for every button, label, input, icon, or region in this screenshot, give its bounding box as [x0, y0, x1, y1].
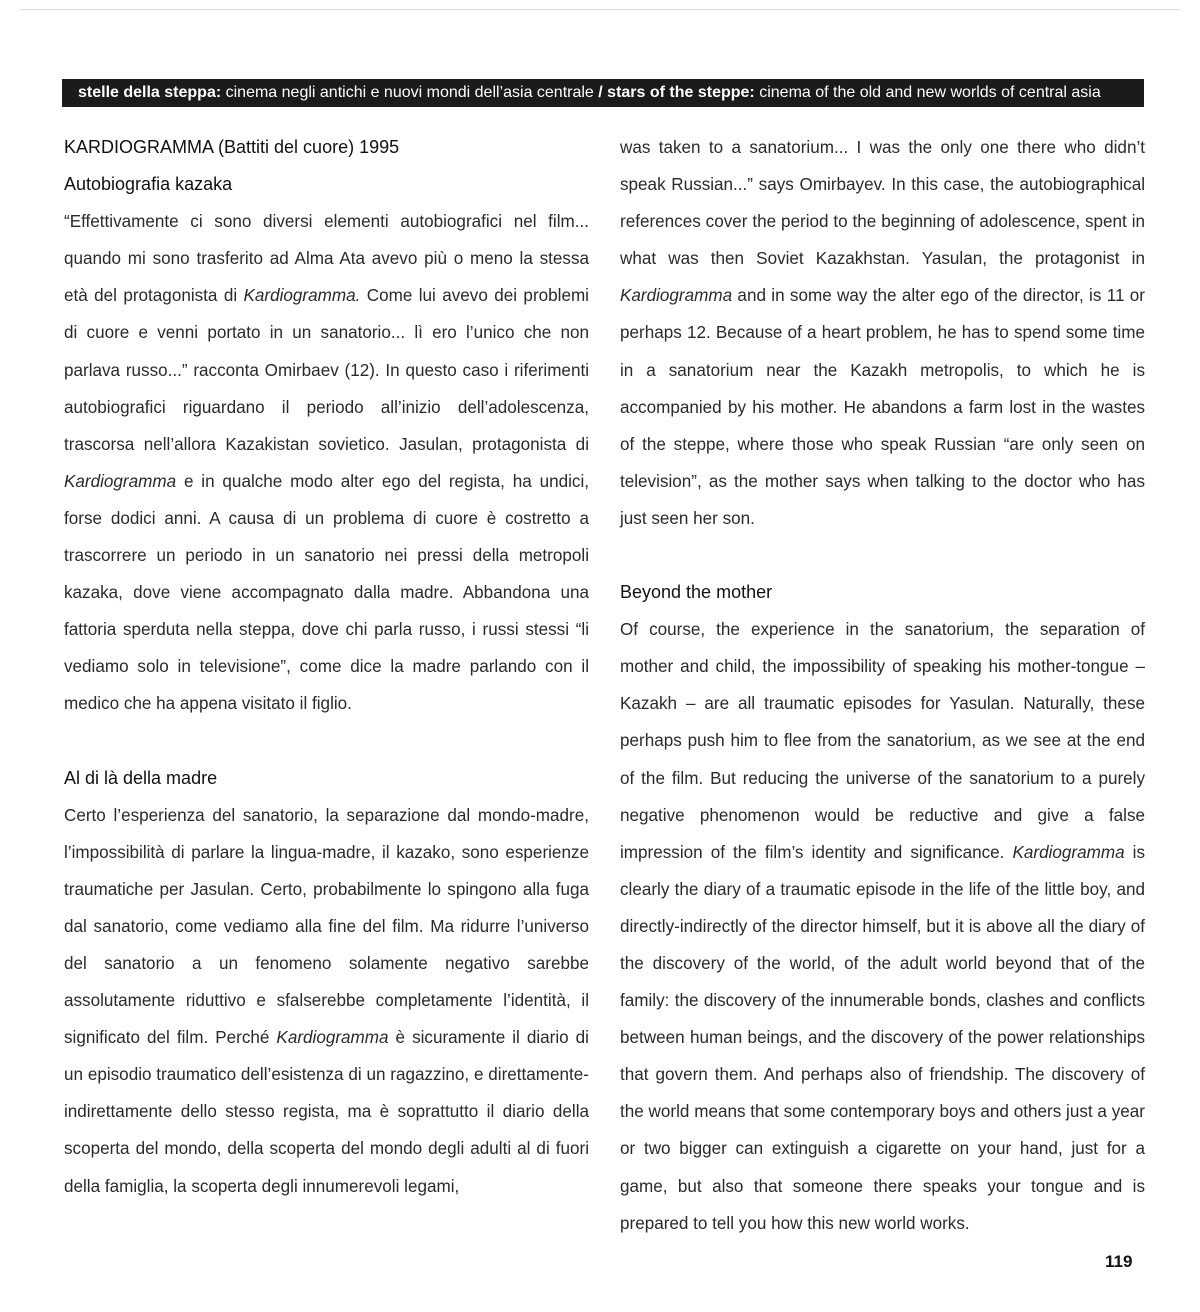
text-run: Come lui avevo dei problemi di cuore e venni portato in un sanatorio... lì ero l’unico che non parlava russo...” racconta Omirbaev (12). In questo caso i riferimenti autobiografici riguardano il periodo all’inizio dell’adolescenza, trascorsa nell’allora Kazakistan sovietico. Jasulan, protagonista di — [64, 286, 589, 454]
text-run: Of course, the experience in the sanatorium, the separation of mother and child, the impossibility of speaking his mother-tongue – Kazakh – are all traumatic episodes for Yasulan. Naturally, these perhaps push him to flee from the sanatorium, as we see at the end of the film. But reducing the universe of the sanatorium to a purely negative phenomenon would be reductive and give a false impression of the film’s identity and significance. — [620, 620, 1145, 862]
film-title-italic: Kardiogramma. — [243, 286, 361, 306]
paragraph — [64, 797, 589, 1205]
film-title: KARDIOGRAMMA (Battiti del cuore) 1995 — [64, 137, 400, 157]
paragraph — [620, 611, 1145, 1242]
film-title-italic: Kardiogramma — [1012, 842, 1125, 862]
film-title-italic: Kardiogramma — [620, 286, 733, 306]
text-run: and in some way the alter ego of the director, is 11 or perhaps 12. Because of a heart problem, he has to spend some time in a sanatorium near the Kazakh metropolis, to which he is accompanied by his mother. He abandons a farm lost in the wastes of the steppe, where those who speak Russian “are only seen on television”, as the mother says when talking to the doctor who has just seen her son. — [620, 286, 1145, 528]
header-it-rest: cinema negli antichi e nuovi mondi dell’asia centrale — [221, 84, 594, 101]
right-column-english — [620, 129, 1145, 1242]
text-run: “Effettivamente ci sono diversi elementi autobiografici nel film... quando mi sono trasferito ad Alma Ata avevo più o meno la stessa età del protagonista di — [64, 212, 589, 306]
text-run: è sicuramente il diario di un episodio traumatico dell’esistenza di un ragazzino, e direttamente-indirettamente dello stesso regista, ma è soprattutto il diario della scoperta del mondo, della scoperta del mondo degli adulti al di fuori della famiglia, la scoperta degli innumerevoli legami, — [64, 1028, 589, 1196]
text-run: is clearly the diary of a traumatic episode in the life of the little boy, and directly-indirectly of the director himself, but it is above all the diary of the discovery of the world, of the adult world beyond that of the family: the discovery of the innumerable bonds, clashes and conflicts between human beings, and the discovery of the power relationships that govern them. And perhaps also of friendship. The discovery of the world means that some contemporary boys and others just a year or two bigger can extinguish a cigarette on your hand, just for a game, but also that someone there speaks your tongue and is prepared to tell you how this new world works. — [620, 842, 1146, 1233]
paragraph-spacer — [64, 723, 589, 760]
header-it-bold: stelle della steppa: — [78, 84, 222, 101]
header-sep: / — [593, 84, 608, 101]
text-run: was taken to a sanatorium... I was the only one there who didn’t speak Russian...” says Omirbayev. In this case, the autobiographical references cover the period to the beginning of adolescence, spent in what was then Soviet Kazakhstan. Yasulan, the protagonist in — [620, 138, 1145, 269]
paragraph — [620, 129, 1145, 537]
text-run: Certo l’esperienza del sanatorio, la separazione dal mondo-madre, l’impossibilità di parlare la lingua-madre, il kazako, sono esperienze traumatiche per Jasulan. Certo, probabilmente lo spingono alla fuga dal sanatorio, come vediamo alla fine del film. Ma ridurre l’universo del sanatorio a un fenomeno solamente negativo sarebbe assolutamente riduttivo e sfalserebbe completamente l’identità, il significato del film. Perché — [64, 805, 589, 1048]
left-column-italian — [64, 129, 589, 1205]
paragraph — [64, 203, 589, 722]
film-title-italic: Kardiogramma — [276, 1028, 389, 1048]
page-number: 119 — [1105, 1252, 1133, 1271]
paragraph-spacer — [620, 537, 1145, 574]
text-run: e in qualche modo alter ego del regista, ha undici, forse dodici anni. A causa di un problema di cuore è costretto a trascorrere un periodo in un sanatorio nei pressi della metropoli kazaka, dove viene accompagnato dalla madre. Abbandona una fattoria sperduta nella steppa, dove chi parla russo, i russi stessi “li vediamo solo in televisione”, come dice la madre parlando con il medico che ha appena visitato il figlio. — [64, 471, 589, 714]
section-subtitle: Autobiografia kazaka — [64, 174, 233, 195]
top-rule — [20, 9, 1180, 10]
header-en-bold: stars of the steppe: — [607, 84, 755, 101]
section-heading: Beyond the mother — [620, 582, 773, 603]
film-title-italic: Kardiogramma — [64, 471, 177, 491]
header-en-rest: cinema of the old and new worlds of central asia — [754, 84, 1101, 101]
section-heading: Al di là della madre — [64, 767, 218, 788]
section-header-bar — [62, 79, 1144, 107]
